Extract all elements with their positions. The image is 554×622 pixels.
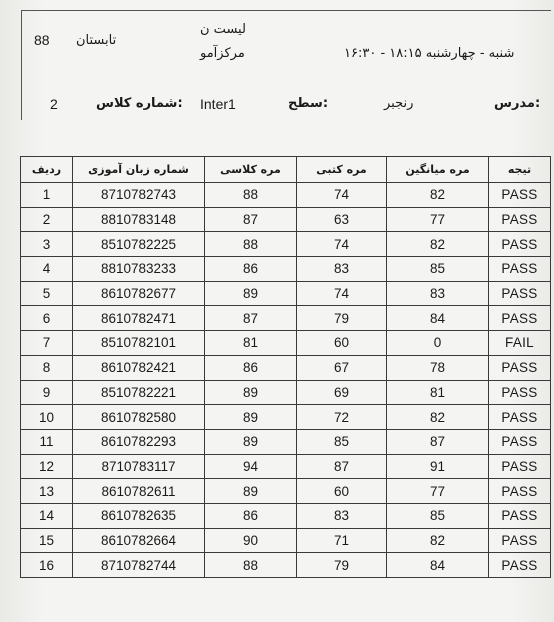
cell-row-number: 15 — [21, 528, 73, 553]
cell-midterm-score: 77 — [387, 207, 489, 232]
cell-midterm-score: 77 — [387, 479, 489, 504]
cell-written-score: 79 — [297, 306, 387, 331]
table-header-row — [21, 157, 551, 183]
table-row — [21, 331, 551, 356]
cell-class-score: 86 — [205, 503, 297, 528]
cell-student-id: 8810783233 — [73, 257, 205, 282]
cell-row-number: 13 — [21, 479, 73, 504]
term-value: 88 — [34, 32, 50, 48]
cell-class-score: 88 — [205, 232, 297, 257]
cell-class-score: 86 — [205, 257, 297, 282]
table-row — [21, 503, 551, 528]
teacher-value: رنجبر — [384, 96, 414, 111]
cell-result: PASS — [489, 183, 551, 208]
col-header-student-id: شماره زبان آموزی — [73, 157, 205, 183]
cell-class-score: 87 — [205, 207, 297, 232]
cell-class-score: 89 — [205, 281, 297, 306]
cell-result: PASS — [489, 528, 551, 553]
cell-midterm-score: 81 — [387, 380, 489, 405]
cell-row-number: 7 — [21, 331, 73, 356]
scores-table — [20, 156, 551, 578]
table-row — [21, 405, 551, 430]
cell-written-score: 83 — [297, 257, 387, 282]
table-row — [21, 479, 551, 504]
table-row — [21, 355, 551, 380]
class-number-value: 2 — [50, 96, 58, 112]
cell-row-number: 16 — [21, 553, 73, 578]
cell-midterm-score: 85 — [387, 503, 489, 528]
cell-written-score: 79 — [297, 553, 387, 578]
cell-student-id: 8610782580 — [73, 405, 205, 430]
cell-class-score: 86 — [205, 355, 297, 380]
cell-written-score: 83 — [297, 503, 387, 528]
cell-written-score: 60 — [297, 331, 387, 356]
cell-midterm-score: 82 — [387, 232, 489, 257]
level-label: سطح: — [288, 96, 329, 111]
cell-midterm-score: 87 — [387, 429, 489, 454]
cell-midterm-score: 91 — [387, 454, 489, 479]
cell-row-number: 4 — [21, 257, 73, 282]
cell-result: PASS — [489, 553, 551, 578]
table-row — [21, 183, 551, 208]
cell-result: PASS — [489, 355, 551, 380]
cell-result: PASS — [489, 306, 551, 331]
cell-midterm-score: 83 — [387, 281, 489, 306]
cell-result: FAIL — [489, 331, 551, 356]
cell-student-id: 8710782744 — [73, 553, 205, 578]
table-row — [21, 553, 551, 578]
cell-student-id: 8610782611 — [73, 479, 205, 504]
table-row — [21, 528, 551, 553]
col-header-result: تیجه — [489, 157, 551, 183]
cell-student-id: 8510782221 — [73, 380, 205, 405]
level-value: Inter1 — [200, 96, 236, 112]
cell-written-score: 74 — [297, 281, 387, 306]
col-header-class-score: مره کلاسی — [205, 157, 297, 183]
cell-midterm-score: 84 — [387, 553, 489, 578]
cell-midterm-score: 82 — [387, 528, 489, 553]
cell-student-id: 8610782471 — [73, 306, 205, 331]
table-row — [21, 306, 551, 331]
teacher-label: مدرس: — [494, 96, 541, 111]
cell-result: PASS — [489, 503, 551, 528]
cell-student-id: 8710782743 — [73, 183, 205, 208]
cell-written-score: 71 — [297, 528, 387, 553]
cell-row-number: 1 — [21, 183, 73, 208]
cell-row-number: 9 — [21, 380, 73, 405]
cell-class-score: 90 — [205, 528, 297, 553]
cell-midterm-score: 78 — [387, 355, 489, 380]
cell-written-score: 63 — [297, 207, 387, 232]
table-row — [21, 207, 551, 232]
table-row — [21, 429, 551, 454]
cell-written-score: 87 — [297, 454, 387, 479]
cell-class-score: 87 — [205, 306, 297, 331]
table-row — [21, 232, 551, 257]
cell-row-number: 11 — [21, 429, 73, 454]
table-row — [21, 380, 551, 405]
cell-row-number: 3 — [21, 232, 73, 257]
cell-student-id: 8610782293 — [73, 429, 205, 454]
cell-row-number: 5 — [21, 281, 73, 306]
table-row — [21, 454, 551, 479]
cell-midterm-score: 82 — [387, 405, 489, 430]
class-number-label: شماره کلاس: — [96, 96, 183, 111]
cell-result: PASS — [489, 380, 551, 405]
title-line2: مرکزآمو — [200, 46, 245, 61]
cell-result: PASS — [489, 454, 551, 479]
cell-row-number: 10 — [21, 405, 73, 430]
table-row — [21, 281, 551, 306]
cell-written-score: 74 — [297, 232, 387, 257]
cell-written-score: 69 — [297, 380, 387, 405]
cell-result: PASS — [489, 257, 551, 282]
col-header-written-score: مره کتبی — [297, 157, 387, 183]
cell-student-id: 8510782101 — [73, 331, 205, 356]
cell-result: PASS — [489, 429, 551, 454]
cell-class-score: 89 — [205, 405, 297, 430]
title-line1: لیست ن — [200, 22, 246, 37]
cell-written-score: 60 — [297, 479, 387, 504]
cell-student-id: 8510782225 — [73, 232, 205, 257]
cell-class-score: 89 — [205, 479, 297, 504]
cell-student-id: 8610782421 — [73, 355, 205, 380]
cell-class-score: 89 — [205, 380, 297, 405]
cell-class-score: 89 — [205, 429, 297, 454]
cell-student-id: 8610782664 — [73, 528, 205, 553]
cell-result: PASS — [489, 479, 551, 504]
cell-class-score: 81 — [205, 331, 297, 356]
cell-row-number: 12 — [21, 454, 73, 479]
cell-student-id: 8610782677 — [73, 281, 205, 306]
cell-written-score: 72 — [297, 405, 387, 430]
cell-midterm-score: 82 — [387, 183, 489, 208]
cell-student-id: 8810783148 — [73, 207, 205, 232]
cell-written-score: 74 — [297, 183, 387, 208]
cell-written-score: 85 — [297, 429, 387, 454]
cell-student-id: 8710783117 — [73, 454, 205, 479]
cell-result: PASS — [489, 405, 551, 430]
cell-class-score: 94 — [205, 454, 297, 479]
cell-result: PASS — [489, 281, 551, 306]
cell-student-id: 8610782635 — [73, 503, 205, 528]
cell-midterm-score: 0 — [387, 331, 489, 356]
cell-midterm-score: 84 — [387, 306, 489, 331]
cell-result: PASS — [489, 232, 551, 257]
cell-written-score: 67 — [297, 355, 387, 380]
cell-result: PASS — [489, 207, 551, 232]
cell-class-score: 88 — [205, 183, 297, 208]
col-header-row-number: ردیف — [21, 157, 73, 183]
cell-row-number: 2 — [21, 207, 73, 232]
cell-class-score: 88 — [205, 553, 297, 578]
cell-midterm-score: 85 — [387, 257, 489, 282]
schedule-text: شنبه - چهارشنبه ۱۸:۱۵ - ۱۶:۳۰ — [344, 46, 515, 61]
table-row — [21, 257, 551, 282]
cell-row-number: 6 — [21, 306, 73, 331]
col-header-midterm-score: مره میانگین — [387, 157, 489, 183]
cell-row-number: 14 — [21, 503, 73, 528]
cell-row-number: 8 — [21, 355, 73, 380]
table-body — [21, 183, 551, 578]
term-label: تابستان — [76, 33, 117, 48]
